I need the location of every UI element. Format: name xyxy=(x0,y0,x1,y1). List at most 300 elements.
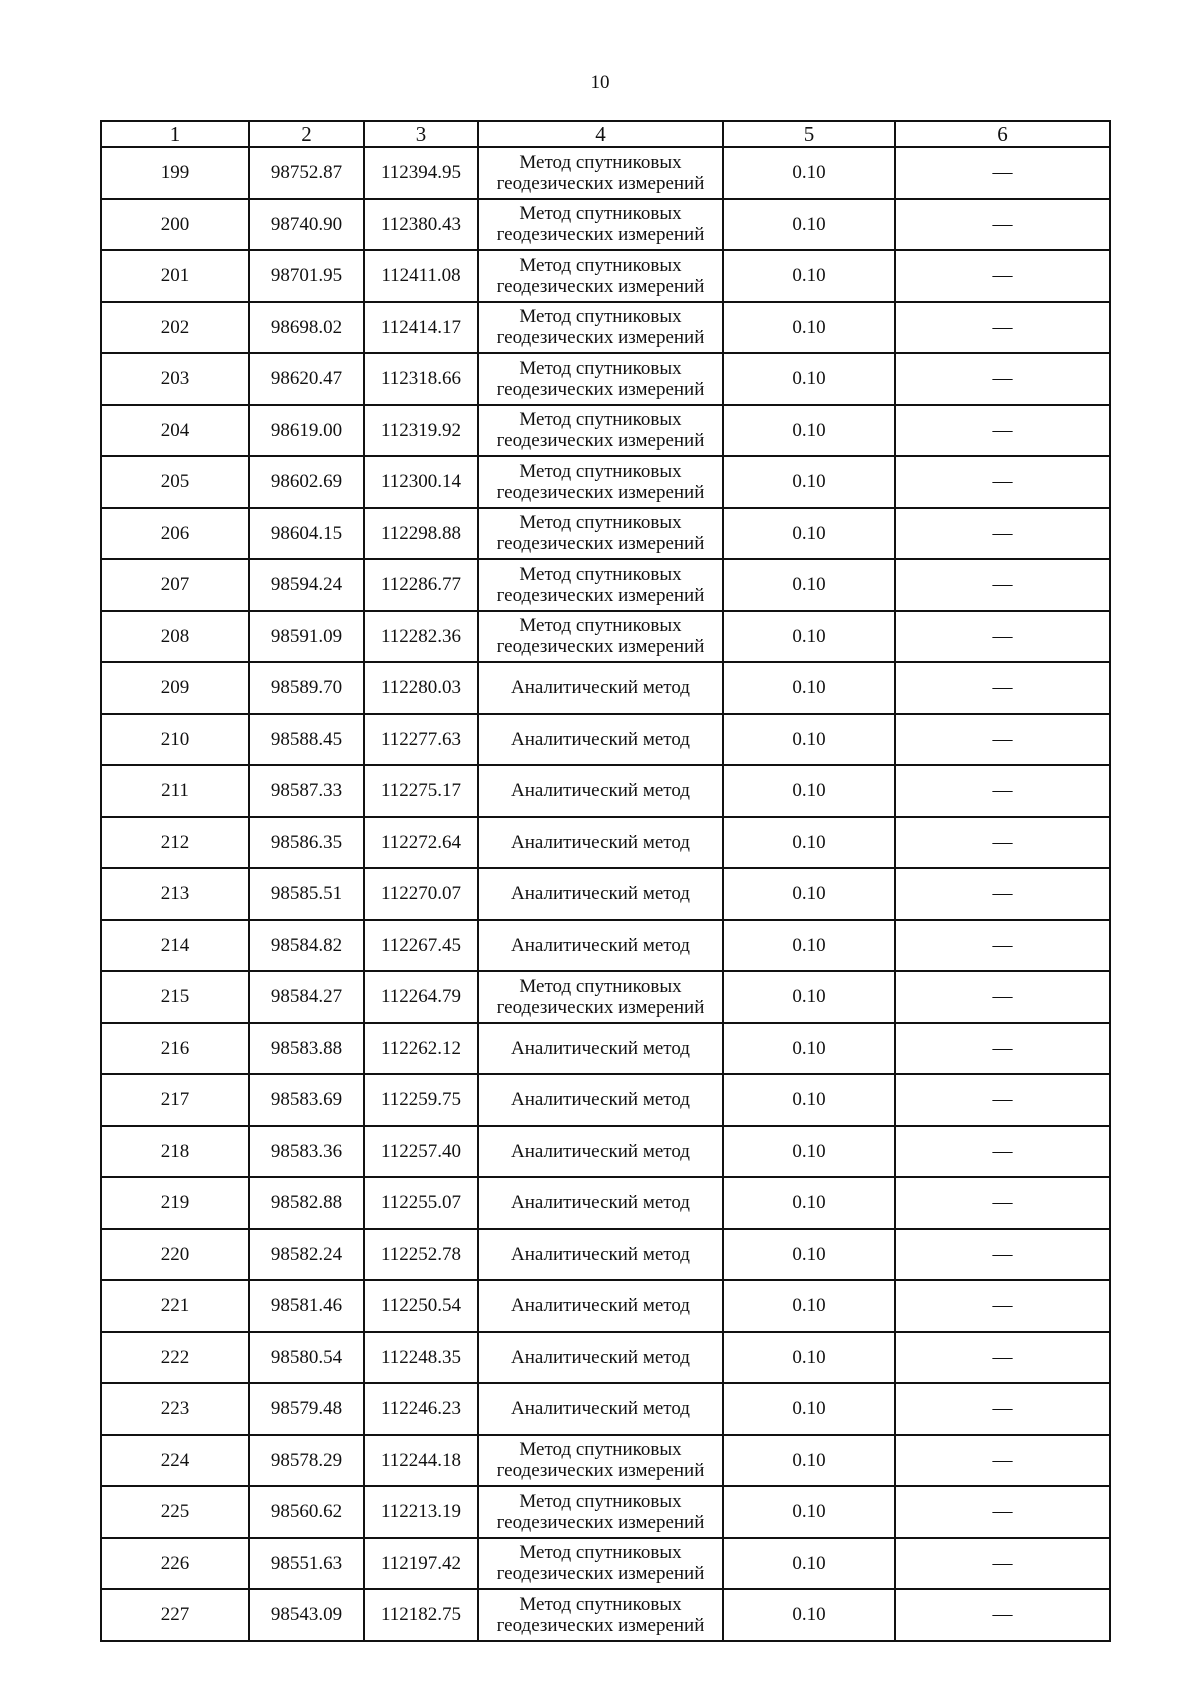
y-coordinate-cell xyxy=(364,302,478,354)
point-number-cell-text: 226 xyxy=(160,1552,190,1574)
method-cell-text: Метод спутниковых геодезических измерений xyxy=(496,306,705,349)
table-row xyxy=(101,405,1110,457)
y-coordinate-cell xyxy=(364,1126,478,1178)
x-coordinate-cell-text: 98587.33 xyxy=(270,780,343,802)
method-cell-text: Аналитический метод xyxy=(511,1140,690,1162)
header-cell-1: 1 xyxy=(101,121,249,147)
point-number-cell xyxy=(101,662,249,714)
x-coordinate-cell-text: 98594.24 xyxy=(270,574,343,596)
method-cell-text: Метод спутниковых геодезических измерений xyxy=(496,254,705,297)
accuracy-cell xyxy=(723,250,895,302)
y-coordinate-cell-text: 112262.12 xyxy=(380,1037,462,1059)
x-coordinate-cell xyxy=(249,817,364,869)
x-coordinate-cell-text: 98582.88 xyxy=(270,1192,343,1214)
y-coordinate-cell xyxy=(364,817,478,869)
point-number-cell-text: 207 xyxy=(160,574,190,596)
accuracy-cell xyxy=(723,1280,895,1332)
table-row xyxy=(101,1023,1110,1075)
y-coordinate-cell xyxy=(364,508,478,560)
note-cell-text: — xyxy=(992,624,1013,647)
note-cell xyxy=(895,1280,1110,1332)
table-row xyxy=(101,199,1110,251)
y-coordinate-cell xyxy=(364,353,478,405)
x-coordinate-cell-text: 98620.47 xyxy=(270,368,343,390)
y-coordinate-cell-text: 112252.78 xyxy=(380,1243,462,1265)
x-coordinate-cell-text: 98701.95 xyxy=(270,265,343,287)
x-coordinate-cell xyxy=(249,1126,364,1178)
x-coordinate-cell xyxy=(249,1229,364,1281)
method-cell xyxy=(478,1177,723,1229)
accuracy-cell xyxy=(723,1486,895,1538)
accuracy-cell xyxy=(723,868,895,920)
x-coordinate-cell xyxy=(249,765,364,817)
note-cell-text: — xyxy=(992,367,1013,390)
x-coordinate-cell xyxy=(249,1486,364,1538)
method-cell-text: Аналитический метод xyxy=(511,780,690,802)
point-number-cell-text: 210 xyxy=(160,728,190,750)
x-coordinate-cell xyxy=(249,971,364,1023)
y-coordinate-cell xyxy=(364,1074,478,1126)
note-cell-text: — xyxy=(992,1294,1013,1317)
point-number-cell xyxy=(101,1589,249,1641)
accuracy-cell-text: 0.10 xyxy=(792,1089,826,1111)
point-number-cell xyxy=(101,1280,249,1332)
note-cell-text: — xyxy=(992,1242,1013,1265)
method-cell-text: Метод спутниковых геодезических измерений xyxy=(496,1490,705,1533)
table-row xyxy=(101,147,1110,199)
accuracy-cell-text: 0.10 xyxy=(792,883,826,905)
note-cell-text: — xyxy=(992,470,1013,493)
table-row xyxy=(101,1589,1110,1641)
method-cell-text: Метод спутниковых геодезических измерений xyxy=(496,1542,705,1585)
accuracy-cell-text: 0.10 xyxy=(792,1398,826,1420)
note-cell-text: — xyxy=(992,1088,1013,1111)
header-cell-4: 4 xyxy=(478,121,723,147)
y-coordinate-cell xyxy=(364,1486,478,1538)
x-coordinate-cell xyxy=(249,1332,364,1384)
y-coordinate-cell xyxy=(364,1229,478,1281)
note-cell-text: — xyxy=(992,212,1013,235)
y-coordinate-cell-text: 112286.77 xyxy=(380,574,462,596)
point-number-cell-text: 219 xyxy=(160,1192,190,1214)
page-number: 10 xyxy=(590,72,610,93)
point-number-cell-text: 217 xyxy=(160,1089,190,1111)
x-coordinate-cell xyxy=(249,662,364,714)
y-coordinate-cell-text: 112259.75 xyxy=(380,1089,462,1111)
method-cell xyxy=(478,353,723,405)
accuracy-cell-text: 0.10 xyxy=(792,625,826,647)
method-cell xyxy=(478,920,723,972)
note-cell-text: — xyxy=(992,985,1013,1008)
method-cell xyxy=(478,662,723,714)
point-number-cell-text: 213 xyxy=(160,883,190,905)
x-coordinate-cell-text: 98591.09 xyxy=(270,625,343,647)
accuracy-cell-text: 0.10 xyxy=(792,419,826,441)
x-coordinate-cell xyxy=(249,405,364,457)
accuracy-cell-text: 0.10 xyxy=(792,728,826,750)
table-row xyxy=(101,714,1110,766)
note-cell xyxy=(895,456,1110,508)
table-row xyxy=(101,1074,1110,1126)
method-cell xyxy=(478,1383,723,1435)
method-cell-text: Аналитический метод xyxy=(511,1295,690,1317)
y-coordinate-cell-text: 112248.35 xyxy=(380,1346,462,1368)
point-number-cell xyxy=(101,1538,249,1590)
y-coordinate-cell xyxy=(364,1332,478,1384)
method-cell-text: Аналитический метод xyxy=(511,677,690,699)
method-cell xyxy=(478,1589,723,1641)
note-cell-text: — xyxy=(992,1345,1013,1368)
accuracy-cell xyxy=(723,1332,895,1384)
point-number-cell xyxy=(101,405,249,457)
x-coordinate-cell xyxy=(249,559,364,611)
note-cell xyxy=(895,1126,1110,1178)
table-row xyxy=(101,611,1110,663)
accuracy-cell xyxy=(723,920,895,972)
accuracy-cell xyxy=(723,1229,895,1281)
y-coordinate-cell-text: 112277.63 xyxy=(380,728,462,750)
point-number-cell-text: 206 xyxy=(160,522,190,544)
accuracy-cell-text: 0.10 xyxy=(792,1192,826,1214)
y-coordinate-cell-text: 112300.14 xyxy=(380,471,462,493)
table-row xyxy=(101,662,1110,714)
method-cell xyxy=(478,199,723,251)
x-coordinate-cell-text: 98585.51 xyxy=(270,883,343,905)
method-cell-text: Метод спутниковых геодезических измерений xyxy=(496,1593,705,1636)
accuracy-cell-text: 0.10 xyxy=(792,1037,826,1059)
note-cell xyxy=(895,302,1110,354)
accuracy-cell xyxy=(723,405,895,457)
accuracy-cell xyxy=(723,1435,895,1487)
point-number-cell-text: 211 xyxy=(161,780,189,802)
method-cell xyxy=(478,765,723,817)
note-cell-text: — xyxy=(992,933,1013,956)
accuracy-cell-text: 0.10 xyxy=(792,1346,826,1368)
table-row xyxy=(101,1332,1110,1384)
point-number-cell xyxy=(101,1229,249,1281)
method-cell xyxy=(478,1280,723,1332)
point-number-cell xyxy=(101,1486,249,1538)
point-number-cell xyxy=(101,147,249,199)
note-cell xyxy=(895,147,1110,199)
y-coordinate-cell-text: 112394.95 xyxy=(380,162,462,184)
point-number-cell xyxy=(101,611,249,663)
y-coordinate-cell xyxy=(364,971,478,1023)
method-cell-text: Аналитический метод xyxy=(511,728,690,750)
point-number-cell xyxy=(101,353,249,405)
y-coordinate-cell-text: 112411.08 xyxy=(381,265,461,287)
point-number-cell-text: 199 xyxy=(160,162,190,184)
table-row xyxy=(101,1229,1110,1281)
method-cell-text: Метод спутниковых геодезических измерений xyxy=(496,615,705,658)
accuracy-cell-text: 0.10 xyxy=(792,1243,826,1265)
note-cell-text: — xyxy=(992,1397,1013,1420)
note-cell-text: — xyxy=(992,779,1013,802)
method-cell-text: Аналитический метод xyxy=(511,934,690,956)
method-cell xyxy=(478,1486,723,1538)
y-coordinate-cell-text: 112319.92 xyxy=(380,419,462,441)
table-header-row xyxy=(101,121,1110,147)
y-coordinate-cell xyxy=(364,405,478,457)
method-cell-text: Метод спутниковых геодезических измерений xyxy=(496,151,705,194)
point-number-cell-text: 208 xyxy=(160,625,190,647)
y-coordinate-cell xyxy=(364,1435,478,1487)
accuracy-cell xyxy=(723,199,895,251)
y-coordinate-cell xyxy=(364,250,478,302)
note-cell xyxy=(895,714,1110,766)
x-coordinate-cell xyxy=(249,920,364,972)
point-number-cell-text: 227 xyxy=(160,1604,190,1626)
y-coordinate-cell-text: 112414.17 xyxy=(380,316,462,338)
note-cell-text: — xyxy=(992,1139,1013,1162)
accuracy-cell-text: 0.10 xyxy=(792,316,826,338)
accuracy-cell xyxy=(723,662,895,714)
y-coordinate-cell xyxy=(364,765,478,817)
y-coordinate-cell-text: 112298.88 xyxy=(380,522,462,544)
method-cell-text: Аналитический метод xyxy=(511,1037,690,1059)
y-coordinate-cell-text: 112244.18 xyxy=(380,1449,462,1471)
x-coordinate-cell-text: 98586.35 xyxy=(270,831,343,853)
note-cell xyxy=(895,920,1110,972)
table-row xyxy=(101,1177,1110,1229)
accuracy-cell xyxy=(723,1383,895,1435)
point-number-cell-text: 200 xyxy=(160,213,190,235)
y-coordinate-cell xyxy=(364,559,478,611)
x-coordinate-cell-text: 98579.48 xyxy=(270,1398,343,1420)
x-coordinate-cell xyxy=(249,1538,364,1590)
table-row xyxy=(101,1126,1110,1178)
note-cell xyxy=(895,611,1110,663)
method-cell xyxy=(478,868,723,920)
method-cell xyxy=(478,1126,723,1178)
table-body xyxy=(101,121,1110,1641)
method-cell-text: Метод спутниковых геодезических измерений xyxy=(496,203,705,246)
x-coordinate-cell xyxy=(249,302,364,354)
note-cell xyxy=(895,817,1110,869)
table-row xyxy=(101,1486,1110,1538)
accuracy-cell-text: 0.10 xyxy=(792,986,826,1008)
note-cell xyxy=(895,1589,1110,1641)
x-coordinate-cell xyxy=(249,868,364,920)
x-coordinate-cell xyxy=(249,1280,364,1332)
table-row xyxy=(101,971,1110,1023)
note-cell xyxy=(895,1435,1110,1487)
method-cell xyxy=(478,1538,723,1590)
y-coordinate-cell xyxy=(364,611,478,663)
accuracy-cell-text: 0.10 xyxy=(792,934,826,956)
y-coordinate-cell xyxy=(364,1023,478,1075)
point-number-cell xyxy=(101,250,249,302)
point-number-cell-text: 215 xyxy=(160,986,190,1008)
header-cell-6: 6 xyxy=(895,121,1110,147)
x-coordinate-cell-text: 98604.15 xyxy=(270,522,343,544)
accuracy-cell-text: 0.10 xyxy=(792,265,826,287)
accuracy-cell xyxy=(723,611,895,663)
note-cell-text: — xyxy=(992,1500,1013,1523)
x-coordinate-cell xyxy=(249,147,364,199)
x-coordinate-cell-text: 98551.63 xyxy=(270,1552,343,1574)
point-number-cell xyxy=(101,971,249,1023)
y-coordinate-cell-text: 112213.19 xyxy=(380,1501,462,1523)
point-number-cell-text: 218 xyxy=(160,1140,190,1162)
point-number-cell-text: 223 xyxy=(160,1398,190,1420)
table-row xyxy=(101,353,1110,405)
note-cell xyxy=(895,1538,1110,1590)
x-coordinate-cell-text: 98740.90 xyxy=(270,213,343,235)
point-number-cell xyxy=(101,1023,249,1075)
x-coordinate-cell xyxy=(249,353,364,405)
accuracy-cell xyxy=(723,1074,895,1126)
y-coordinate-cell xyxy=(364,1538,478,1590)
note-cell-text: — xyxy=(992,315,1013,338)
accuracy-cell xyxy=(723,971,895,1023)
accuracy-cell xyxy=(723,508,895,560)
point-number-cell xyxy=(101,714,249,766)
y-coordinate-cell xyxy=(364,1589,478,1641)
point-number-cell-text: 225 xyxy=(160,1501,190,1523)
y-coordinate-cell xyxy=(364,868,478,920)
point-number-cell-text: 221 xyxy=(160,1295,190,1317)
x-coordinate-cell-text: 98583.69 xyxy=(270,1089,343,1111)
point-number-cell xyxy=(101,1332,249,1384)
accuracy-cell-text: 0.10 xyxy=(792,1295,826,1317)
note-cell xyxy=(895,1177,1110,1229)
note-cell-text: — xyxy=(992,1191,1013,1214)
point-number-cell-text: 216 xyxy=(160,1037,190,1059)
method-cell xyxy=(478,611,723,663)
note-cell xyxy=(895,662,1110,714)
method-cell xyxy=(478,1023,723,1075)
y-coordinate-cell-text: 112270.07 xyxy=(380,883,462,905)
method-cell-text: Метод спутниковых геодезических измерений xyxy=(496,975,705,1018)
x-coordinate-cell xyxy=(249,456,364,508)
note-cell-text: — xyxy=(992,264,1013,287)
point-number-cell xyxy=(101,1074,249,1126)
point-number-cell xyxy=(101,765,249,817)
y-coordinate-cell xyxy=(364,662,478,714)
x-coordinate-cell-text: 98581.46 xyxy=(270,1295,343,1317)
method-cell-text: Метод спутниковых геодезических измерений xyxy=(496,563,705,606)
note-cell-text: — xyxy=(992,1603,1013,1626)
table-row xyxy=(101,1538,1110,1590)
point-number-cell xyxy=(101,920,249,972)
x-coordinate-cell-text: 98698.02 xyxy=(270,316,343,338)
note-cell xyxy=(895,1229,1110,1281)
method-cell-text: Аналитический метод xyxy=(511,1089,690,1111)
accuracy-cell-text: 0.10 xyxy=(792,780,826,802)
note-cell xyxy=(895,971,1110,1023)
note-cell-text: — xyxy=(992,676,1013,699)
method-cell-text: Аналитический метод xyxy=(511,1398,690,1420)
x-coordinate-cell xyxy=(249,714,364,766)
x-coordinate-cell-text: 98583.36 xyxy=(270,1140,343,1162)
method-cell xyxy=(478,456,723,508)
point-number-cell-text: 205 xyxy=(160,471,190,493)
note-cell xyxy=(895,508,1110,560)
x-coordinate-cell xyxy=(249,611,364,663)
accuracy-cell-text: 0.10 xyxy=(792,1449,826,1471)
table-row xyxy=(101,868,1110,920)
method-cell-text: Аналитический метод xyxy=(511,883,690,905)
point-number-cell xyxy=(101,302,249,354)
point-number-cell xyxy=(101,1126,249,1178)
header-cell-3: 3 xyxy=(364,121,478,147)
method-cell xyxy=(478,302,723,354)
x-coordinate-cell-text: 98583.88 xyxy=(270,1037,343,1059)
x-coordinate-cell-text: 98543.09 xyxy=(270,1604,343,1626)
header-cell-2: 2 xyxy=(249,121,364,147)
table-row xyxy=(101,250,1110,302)
x-coordinate-cell xyxy=(249,250,364,302)
x-coordinate-cell xyxy=(249,1589,364,1641)
method-cell-text: Аналитический метод xyxy=(511,1192,690,1214)
y-coordinate-cell-text: 112246.23 xyxy=(380,1398,462,1420)
point-number-cell-text: 209 xyxy=(160,677,190,699)
note-cell xyxy=(895,765,1110,817)
point-number-cell xyxy=(101,508,249,560)
y-coordinate-cell-text: 112257.40 xyxy=(380,1140,462,1162)
accuracy-cell xyxy=(723,765,895,817)
accuracy-cell-text: 0.10 xyxy=(792,522,826,544)
method-cell-text: Метод спутниковых геодезических измерений xyxy=(496,357,705,400)
x-coordinate-cell-text: 98588.45 xyxy=(270,728,343,750)
coordinates-table xyxy=(100,120,1111,1642)
method-cell xyxy=(478,559,723,611)
point-number-cell-text: 203 xyxy=(160,368,190,390)
y-coordinate-cell xyxy=(364,1383,478,1435)
method-cell-text: Метод спутниковых геодезических измерений xyxy=(496,409,705,452)
table-row xyxy=(101,920,1110,972)
note-cell xyxy=(895,868,1110,920)
accuracy-cell xyxy=(723,456,895,508)
note-cell xyxy=(895,559,1110,611)
accuracy-cell-text: 0.10 xyxy=(792,162,826,184)
y-coordinate-cell-text: 112267.45 xyxy=(380,934,462,956)
note-cell-text: — xyxy=(992,830,1013,853)
y-coordinate-cell-text: 112272.64 xyxy=(380,831,462,853)
accuracy-cell-text: 0.10 xyxy=(792,677,826,699)
point-number-cell xyxy=(101,456,249,508)
table-row xyxy=(101,817,1110,869)
x-coordinate-cell-text: 98584.82 xyxy=(270,934,343,956)
method-cell xyxy=(478,1074,723,1126)
note-cell-text: — xyxy=(992,521,1013,544)
y-coordinate-cell xyxy=(364,1177,478,1229)
y-coordinate-cell xyxy=(364,714,478,766)
accuracy-cell xyxy=(723,302,895,354)
x-coordinate-cell-text: 98589.70 xyxy=(270,677,343,699)
point-number-cell-text: 212 xyxy=(160,831,190,853)
x-coordinate-cell-text: 98578.29 xyxy=(270,1449,343,1471)
method-cell xyxy=(478,147,723,199)
accuracy-cell-text: 0.10 xyxy=(792,213,826,235)
point-number-cell-text: 220 xyxy=(160,1243,190,1265)
accuracy-cell xyxy=(723,1023,895,1075)
note-cell xyxy=(895,1486,1110,1538)
y-coordinate-cell xyxy=(364,1280,478,1332)
note-cell xyxy=(895,1074,1110,1126)
table-row xyxy=(101,508,1110,560)
y-coordinate-cell-text: 112250.54 xyxy=(380,1295,462,1317)
x-coordinate-cell xyxy=(249,1023,364,1075)
accuracy-cell-text: 0.10 xyxy=(792,574,826,596)
x-coordinate-cell xyxy=(249,1435,364,1487)
y-coordinate-cell xyxy=(364,199,478,251)
table-row xyxy=(101,1435,1110,1487)
accuracy-cell-text: 0.10 xyxy=(792,1501,826,1523)
note-cell xyxy=(895,353,1110,405)
point-number-cell xyxy=(101,1177,249,1229)
